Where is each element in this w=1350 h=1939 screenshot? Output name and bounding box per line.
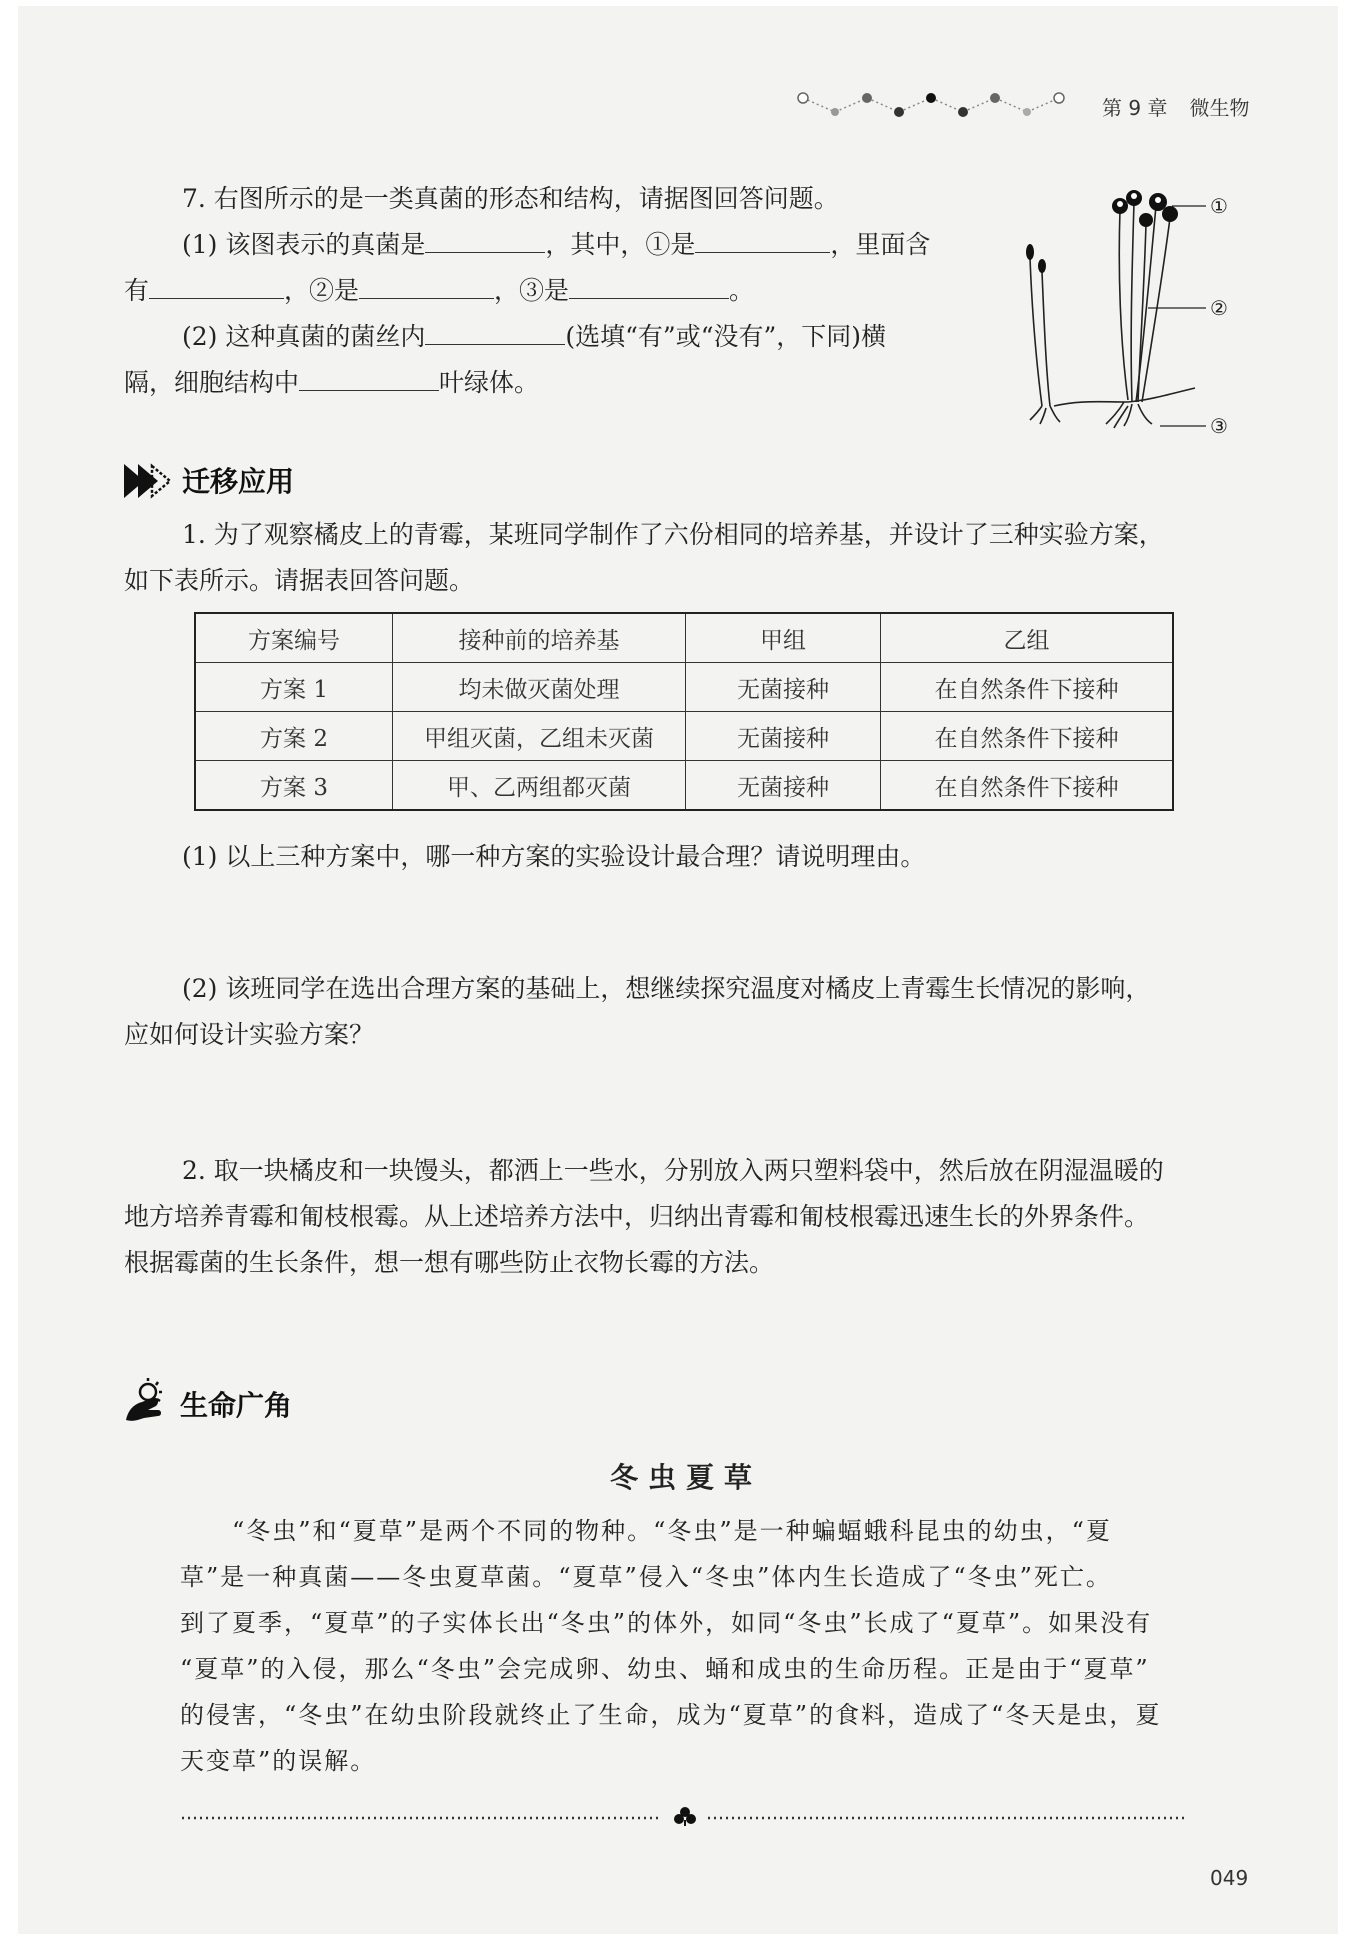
answer-blank[interactable]: [149, 274, 284, 299]
q7-stem: 7. 右图所示的是一类真菌的形态和结构，请据图回答问题。: [182, 184, 839, 213]
answer-area-q2[interactable]: [124, 1292, 1244, 1362]
q7-sub1-text-a: (1) 该图表示的真菌是: [182, 230, 426, 259]
answer-area-q1-sub1[interactable]: [124, 884, 1244, 974]
table-cell: 无菌接种: [686, 761, 881, 811]
answer-blank[interactable]: [569, 274, 729, 299]
table-cell: 在自然条件下接种: [881, 663, 1174, 712]
q7-sub1-text-e: ，②是: [284, 276, 360, 305]
transfer-q1-sub1: (1) 以上三种方案中，哪一种方案的实验设计最合理？请说明理由。: [182, 842, 926, 871]
story-line: 的侵害，“冬虫”在幼虫阶段就终止了生命，成为“夏草”的食料，造成了“冬天是虫，夏: [180, 1701, 1162, 1729]
chapter-number: 第 9 章: [1102, 96, 1168, 120]
table-row: [195, 712, 1173, 761]
answer-blank[interactable]: [695, 228, 830, 253]
story-title: 冬虫夏草: [610, 1461, 763, 1494]
story-line: 到了夏季，“夏草”的子实体长出“冬虫”的体外，如同“冬虫”长成了“夏草”。如果没有: [180, 1609, 1153, 1637]
answer-blank[interactable]: [425, 228, 545, 253]
story-line: 天变草”的误解。: [180, 1747, 377, 1775]
story-line: “冬虫”和“夏草”是两个不同的物种。“冬虫”是一种蝙蝠蛾科昆虫的幼虫，“夏: [232, 1517, 1112, 1545]
table-row: [195, 663, 1173, 712]
lightbulb-hand-icon: [122, 1376, 170, 1426]
q7-sub2-text-a: (2) 这种真菌的菌丝内: [182, 322, 426, 351]
answer-blank[interactable]: [425, 320, 565, 345]
clover-icon: [674, 1807, 696, 1826]
table-cell: 无菌接种: [686, 663, 881, 712]
fast-forward-icon: [122, 462, 174, 500]
transfer-q2-line2: 地方培养青霉和匍枝根霉。从上述培养方法中，归纳出青霉和匍枝根霉迅速生长的外界条件。: [124, 1202, 1150, 1231]
table-cell: 在自然条件下接种: [881, 761, 1174, 811]
header-wave-decoration: [795, 88, 1075, 120]
q7-sub1-text-d: 有: [124, 276, 150, 305]
q7-sub2-text-b: (选填“有”或“没有”，下同)横: [565, 322, 887, 351]
mold-structure-figure: [1020, 180, 1240, 440]
q7-sub1-text-c: ，里面含: [830, 230, 931, 259]
table-row: [195, 761, 1173, 811]
chapter-heading: [1102, 92, 1249, 121]
transfer-q2-line3: 根据霉菌的生长条件，想一想有哪些防止衣物长霉的方法。: [124, 1248, 775, 1277]
transfer-q1-line1: 1. 为了观察橘皮上的青霉，某班同学制作了六份相同的培养基，并设计了三种实验方案，: [182, 520, 1164, 549]
transfer-q1-sub2-line1: (2) 该班同学在选出合理方案的基础上，想继续探究温度对橘皮上青霉生长情况的影响，: [182, 974, 1151, 1003]
table-header-row: [195, 613, 1173, 663]
table-header-cell: 方案编号: [195, 613, 393, 663]
table-header-cell: 乙组: [881, 613, 1174, 663]
q7-sub2-line2: [124, 360, 539, 406]
table-cell: 在自然条件下接种: [881, 712, 1174, 761]
figure-label-1: ①: [1210, 194, 1228, 218]
q7-sub1-text-b: ，其中，①是: [545, 230, 696, 259]
table-cell: 均未做灭菌处理: [393, 663, 686, 712]
table-cell: 甲、乙两组都灭菌: [393, 761, 686, 811]
page-number: 049: [1210, 1866, 1249, 1890]
figure-label-3: ③: [1210, 414, 1228, 438]
q7-sub1-line2: [124, 268, 754, 314]
transfer-q1-sub2-line2: 应如何设计实验方案？: [124, 1020, 375, 1049]
answer-blank[interactable]: [359, 274, 494, 299]
transfer-q1-line2: 如下表所示。请据表回答问题。: [124, 566, 475, 595]
figure-label-2: ②: [1210, 296, 1228, 320]
section-title-transfer: 迁移应用: [182, 465, 295, 498]
table-cell: 甲组灭菌，乙组未灭菌: [393, 712, 686, 761]
chapter-topic: 微生物: [1189, 96, 1250, 120]
table-header-cell: 甲组: [686, 613, 881, 663]
experiment-plan-table: [194, 612, 1174, 811]
table-cell: 无菌接种: [686, 712, 881, 761]
q7-sub1-text-f: ，③是: [494, 276, 570, 305]
q7-sub1-text-g: 。: [729, 276, 755, 305]
section-title-life: 生命广角: [180, 1389, 293, 1422]
table-cell: 方案 3: [195, 761, 393, 811]
q7-sub2-text-c: 隔，细胞结构中: [124, 368, 300, 397]
table-cell: 方案 2: [195, 712, 393, 761]
answer-blank[interactable]: [299, 366, 439, 391]
transfer-q2-line1: 2. 取一块橘皮和一块馒头，都洒上一些水，分别放入两只塑料袋中，然后放在阴湿温暖的: [182, 1156, 1164, 1185]
q7-sub1-line1: [182, 222, 930, 268]
table-header-cell: 接种前的培养基: [393, 613, 686, 663]
story-line: “夏草”的入侵，那么“冬虫”会完成卵、幼虫、蛹和成虫的生命历程。正是由于“夏草”: [180, 1655, 1150, 1683]
dotted-divider: [182, 1806, 1188, 1826]
q7-sub2-line1: [182, 314, 886, 360]
table-cell: 方案 1: [195, 663, 393, 712]
q7-sub2-text-d: 叶绿体。: [439, 368, 540, 397]
story-text: [180, 1508, 1190, 1784]
story-line: 草”是一种真菌——冬虫夏草菌。“夏草”侵入“冬虫”体内生长造成了“冬虫”死亡。: [180, 1563, 1112, 1591]
answer-area-q1-sub2[interactable]: [124, 1064, 1244, 1154]
